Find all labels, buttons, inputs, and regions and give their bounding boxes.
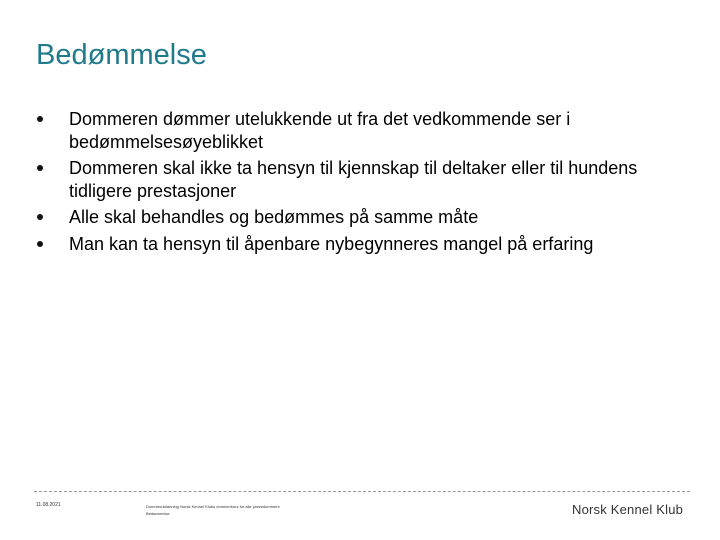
footer-line-2: Bedømmelse [146,511,170,516]
bullet-list [36,108,676,259]
bullet-dot-icon [37,165,43,171]
bullet-text: Man kan ta hensyn til åpenbare nybegynneres mangel på erfaring [69,233,594,254]
bullet-item [36,108,676,153]
bullet-text: Alle skal behandles og bedømmes på samme måte [69,207,479,227]
bullet-dot-icon [37,241,43,247]
footer-text [146,503,366,517]
slide-title: Bedømmelse [36,39,207,71]
footer-date: 11.08.2021 [36,502,61,508]
bullet-item [36,157,676,202]
bullet-text: Dommeren dømmer utelukkende ut fra det vedkommende ser i bedømmelsesøyeblikket [69,109,571,152]
bullet-text: Dommeren skal ikke ta hensyn til kjennskap til deltaker eller til hundens tidligere prestasjoner [69,158,638,201]
norsk-kennel-klub-logo: Norsk Kennel Klub [572,502,684,517]
footer-line-1: Dommerutdanning Norsk Kennel Klubs dommerkurs for alle prøvedommere [146,504,280,509]
bullet-dot-icon [37,116,43,122]
footer-divider [34,491,690,492]
bullet-item [36,206,676,229]
bullet-dot-icon [37,214,43,220]
bullet-item [36,233,676,256]
